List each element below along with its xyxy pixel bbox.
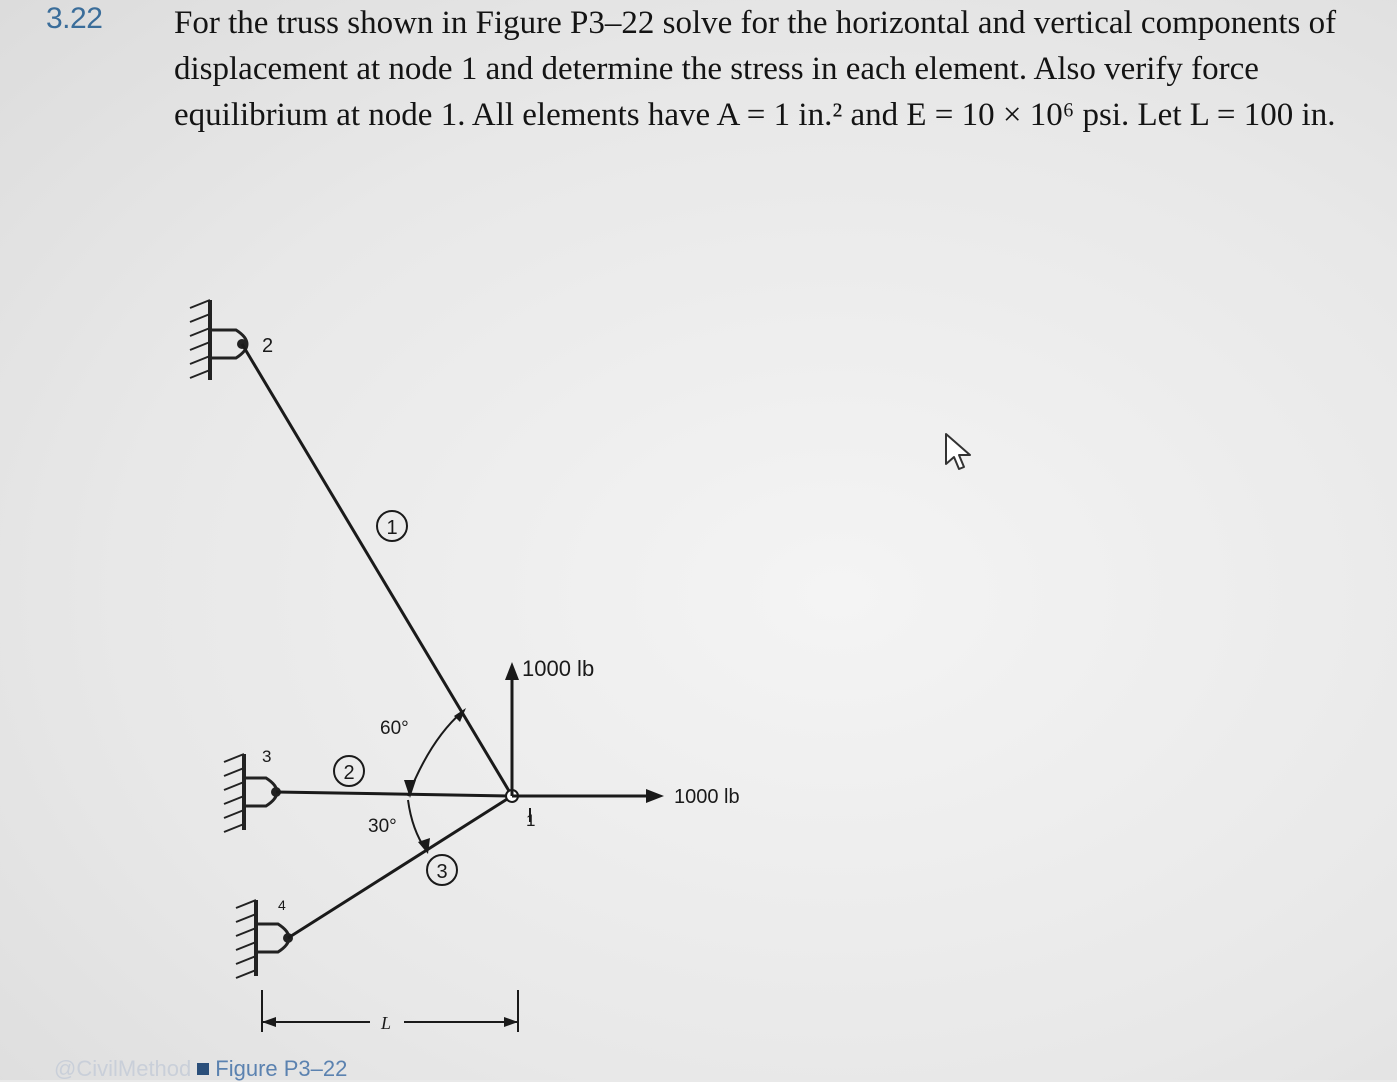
problem-number: 3.22 — [46, 2, 103, 35]
node-2-label: 2 — [262, 335, 274, 357]
caption-watermark: @CivilMethod — [54, 1056, 192, 1081]
pin-support-node-3 — [224, 754, 281, 832]
dimension-L-label: L — [381, 1013, 392, 1033]
vertical-load-label: 1000 lb — [522, 656, 595, 681]
node-4-label: 4 — [278, 897, 286, 913]
horizontal-load-label: 1000 lb — [674, 786, 740, 808]
element-1-label: 1 — [386, 517, 398, 539]
pin-support-node-2 — [190, 300, 247, 380]
angle-arc-60 — [408, 712, 462, 796]
node-1-label: 1 — [526, 811, 536, 830]
element-1-bar — [242, 344, 512, 796]
element-3-bar — [288, 796, 512, 938]
element-2-label: 2 — [343, 762, 355, 784]
node-3-label: 3 — [262, 747, 272, 766]
problem-text: For the truss shown in Figure P3–22 solve for the horizontal and vertical components of displacement at node 1 and determine the stress in each element. Also verify force equilibrium at node 1. All elements have A = 1 in.² and E = 10 × 10⁶ psi. Let L = 100 in. — [174, 5, 1337, 133]
caption-square-icon — [197, 1063, 209, 1075]
element-3-label: 3 — [436, 861, 448, 883]
angle-30-label: 30° — [368, 816, 397, 837]
caption-label: Figure P3–22 — [215, 1056, 348, 1081]
mouse-pointer-icon — [944, 432, 978, 472]
figure-caption — [54, 1056, 347, 1082]
angle-60-label: 60° — [380, 718, 409, 739]
element-2-bar — [276, 792, 512, 796]
